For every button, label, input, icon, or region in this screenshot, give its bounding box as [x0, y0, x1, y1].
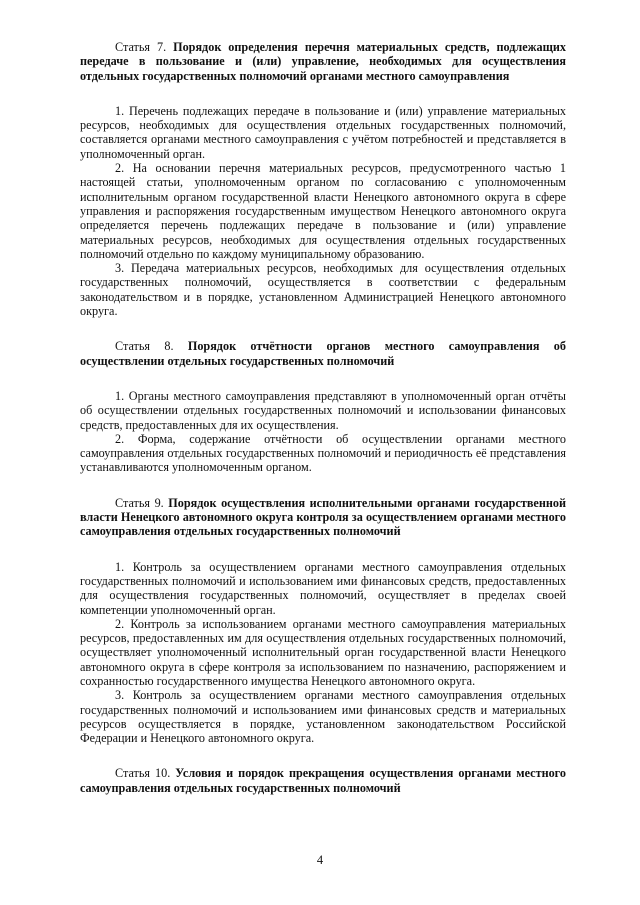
article-10-title: Условия и порядок прекращения осуществления органами местного самоуправления отдельных государственных полномочий: [80, 766, 567, 795]
article-7-paragraph: 1. Перечень подлежащих передаче в пользование и (или) управление материальных ресурсов, необходимых для осуществления отдельных государственных полномочий, составляется органами местного самоуправления с учётом потребностей и представляется в уполномоченный орган.: [80, 103, 566, 161]
article-8-title: Порядок отчётности органов местного самоуправления об осуществлении отдельных государственных полномочий: [80, 339, 566, 368]
article-7-title: Порядок определения перечня материальных средств, подлежащих передаче в пользование и (или) управление, необходимых для осуществления отдельных государственных полномочий органами местного самоуправления: [80, 40, 567, 83]
article-7-paragraph: 2. На основании перечня материальных ресурсов, предусмотренного частью 1 настоящей статьи, уполномоченным органом по согласованию с уполномоченным исполнительным органом государственной власти Ненецкого автономного округа в сфере управления и распоряжения государственным имуществом Ненецкого автономного округа определяется перечень подлежащих передаче в пользование и (или) управление материальных ресурсов, необходимых для осуществления отдельных государственных полномочий отдельно по каждому муниципальному образованию.: [80, 161, 566, 261]
article-9-heading: [80, 496, 566, 539]
article-7-prefix: Статья 7.: [115, 40, 167, 54]
page-number: 4: [316, 853, 324, 867]
article-8-prefix: Статья 8.: [115, 339, 174, 354]
article-8-paragraph: 1. Органы местного самоуправления представляют в уполномоченный орган отчёты об осуществлении отдельных государственных полномочий и использовании финансовых средств, предоставленных для их осуществления.: [80, 388, 566, 432]
article-10-heading: [80, 766, 566, 795]
article-9-title: Порядок осуществления исполнительными органами государственной власти Ненецкого автономного округа контроля за осуществлением органами местного самоуправления отдельных государственных полномочий: [80, 495, 566, 539]
article-9-paragraph: 1. Контроль за осуществлением органами местного самоуправления отдельных государственных полномочий и использованием ими финансовых средств, предоставленных для осуществления государственных полномочий, осуществляет в пределах своей компетенции уполномоченный орган.: [80, 559, 566, 617]
article-8-paragraph: 2. Форма, содержание отчётности об осуществлении органами местного самоуправления отдельных государственных полномочий и периодичность её представления устанавливаются уполномоченным органом.: [80, 431, 566, 475]
article-9-prefix: Статья 9.: [115, 495, 164, 510]
article-9-paragraph: 3. Контроль за осуществлением органами местного самоуправления отдельных государственных полномочий и использованием ими финансовых средств и материальных ресурсов осуществляется в порядке, установленном законодательством Российской Федерации и Ненецкого автономного округа.: [80, 688, 566, 746]
article-8-heading: [80, 339, 566, 368]
article-7-heading: [80, 40, 566, 83]
article-10-prefix: Статья 10.: [115, 766, 171, 781]
article-9-paragraph: 2. Контроль за использованием органами местного самоуправления материальных ресурсов, предоставленных им для осуществления отдельных государственных полномочий, осуществляет уполномоченный исполнительный орган государственной власти Ненецкого автономного округа в сфере контроля за использованием по назначению, распоряжением и сохранностью государственного имущества Ненецкого автономного округа.: [80, 616, 566, 688]
article-7-paragraph: 3. Передача материальных ресурсов, необходимых для осуществления отдельных государственных полномочий, осуществляется в соответствии с федеральным законодательством и в порядке, установленном Администрацией Ненецкого автономного округа.: [80, 261, 566, 319]
document-page: [80, 40, 566, 795]
